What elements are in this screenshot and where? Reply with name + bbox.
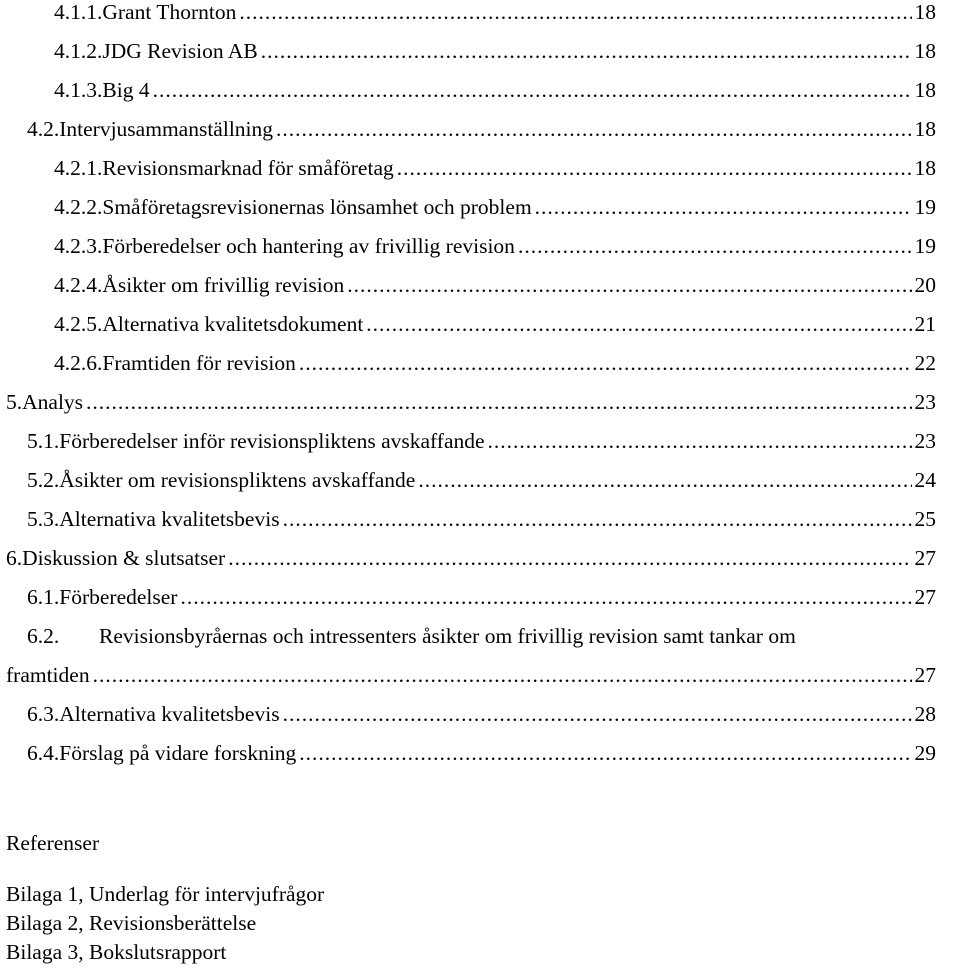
toc-number: 5. xyxy=(6,390,23,414)
toc-entry-4-2-4[interactable] xyxy=(54,273,936,299)
toc-title: Alternativa kvalitetsbevis xyxy=(59,702,280,726)
toc-page-number: 28 xyxy=(914,702,936,726)
toc-page-number: 18 xyxy=(914,156,936,180)
toc-number: 4.2.4. xyxy=(54,273,103,297)
toc-number: 4.1.3. xyxy=(54,78,103,102)
toc-number: 5.1. xyxy=(27,429,60,453)
references-heading[interactable]: Referenser xyxy=(6,831,100,855)
dot-leader xyxy=(239,0,911,25)
dot-leader xyxy=(418,468,911,493)
toc-title: Förberedelser xyxy=(59,585,178,609)
dot-leader xyxy=(535,195,912,220)
toc-number: 6.4. xyxy=(27,741,60,765)
dot-leader xyxy=(397,156,912,181)
toc-page-number: 27 xyxy=(914,546,936,570)
dot-leader xyxy=(299,741,911,766)
dot-leader xyxy=(86,390,911,415)
toc-entry-4-2-2[interactable] xyxy=(54,195,936,221)
toc-number: 4.2. xyxy=(27,117,60,141)
toc-number: 6.3. xyxy=(27,702,60,726)
dot-leader xyxy=(180,585,911,610)
dot-leader xyxy=(283,507,912,532)
toc-page-number: 19 xyxy=(914,234,936,258)
toc-entry-4-2-5[interactable] xyxy=(54,312,936,338)
dot-leader xyxy=(347,273,911,298)
toc-number: 5.2. xyxy=(27,468,60,492)
toc-number: 5.3. xyxy=(27,507,60,531)
toc-number: 6.1. xyxy=(27,585,60,609)
dot-leader xyxy=(488,429,912,454)
toc-page-number: 27 xyxy=(914,585,936,609)
toc-entry-6-2[interactable] xyxy=(27,624,936,649)
toc-title: JDG Revision AB xyxy=(102,39,258,63)
toc-number: 6. xyxy=(6,546,23,570)
toc-entry-6-3[interactable] xyxy=(27,702,936,728)
toc-title: Småföretagsrevisionernas lönsamhet och problem xyxy=(102,195,532,219)
toc-number: 4.2.3. xyxy=(54,234,103,258)
toc-page-number: 18 xyxy=(914,39,936,63)
toc-page-number: 27 xyxy=(914,663,936,687)
toc-entry-6-4[interactable] xyxy=(27,741,936,767)
dot-leader xyxy=(366,312,911,337)
toc-title: Förberedelser och hantering av frivillig revision xyxy=(102,234,515,258)
toc-page-number: 18 xyxy=(914,0,936,24)
dot-leader xyxy=(228,546,911,571)
toc-number: 4.1.1. xyxy=(54,0,103,24)
appendix-2[interactable]: Bilaga 2, Revisionsberättelse xyxy=(6,911,257,935)
toc-title: Alternativa kvalitetsbevis xyxy=(59,507,280,531)
toc-entry-6[interactable] xyxy=(6,546,936,572)
toc-page-number: 23 xyxy=(914,429,936,453)
toc-entry-4-2-1[interactable] xyxy=(54,156,936,182)
toc-title: Åsikter om frivillig revision xyxy=(102,273,345,297)
toc-number: 4.2.5. xyxy=(54,312,103,336)
toc-page-number: 23 xyxy=(914,390,936,414)
toc-number: 4.2.6. xyxy=(54,351,103,375)
toc-page-number: 18 xyxy=(914,78,936,102)
dot-leader xyxy=(261,39,912,64)
dot-leader xyxy=(93,663,912,688)
toc-entry-4-1-2[interactable] xyxy=(54,39,936,65)
dot-leader xyxy=(299,351,912,376)
toc-page-number: 19 xyxy=(914,195,936,219)
toc-title: Revisionsmarknad för småföretag xyxy=(102,156,394,180)
toc-title-continuation: framtiden xyxy=(6,663,90,687)
toc-number: 6.2. xyxy=(27,624,60,648)
toc-title: Förslag på vidare forskning xyxy=(59,741,297,765)
toc-number: 4.2.1. xyxy=(54,156,103,180)
toc-entry-4-1-1[interactable] xyxy=(54,0,936,26)
toc-entry-5-1[interactable] xyxy=(27,429,936,455)
toc-entry-5-3[interactable] xyxy=(27,507,936,533)
toc-entry-5-2[interactable] xyxy=(27,468,936,494)
toc-page-number: 22 xyxy=(914,351,936,375)
toc-title: Förberedelser inför revisionspliktens avskaffande xyxy=(59,429,485,453)
toc-title: Alternativa kvalitetsdokument xyxy=(102,312,364,336)
toc-entry-6-1[interactable] xyxy=(27,585,936,611)
toc-number: 4.2.2. xyxy=(54,195,103,219)
toc-title: Intervjusammanställning xyxy=(59,117,274,141)
toc-entry-4-1-3[interactable] xyxy=(54,78,936,104)
toc-page-number: 18 xyxy=(914,117,936,141)
dot-leader xyxy=(276,117,911,142)
toc-entry-4-2-3[interactable] xyxy=(54,234,936,260)
toc-entry-6-2-continuation[interactable] xyxy=(6,663,936,689)
appendix-3[interactable]: Bilaga 3, Bokslutsrapport xyxy=(6,940,227,964)
toc-page-number: 24 xyxy=(914,468,936,492)
appendix-1[interactable]: Bilaga 1, Underlag för intervjufrågor xyxy=(6,882,325,906)
toc-page-number: 20 xyxy=(914,273,936,297)
toc-title: Analys xyxy=(22,390,84,414)
toc-page-number: 25 xyxy=(914,507,936,531)
toc-number: 4.1.2. xyxy=(54,39,103,63)
toc-entry-4-2[interactable] xyxy=(27,117,936,143)
toc-title: Diskussion & slutsatser xyxy=(22,546,226,570)
dot-leader xyxy=(518,234,912,259)
toc-title: Big 4 xyxy=(102,78,150,102)
dot-leader xyxy=(283,702,912,727)
toc-title: Framtiden för revision xyxy=(102,351,296,375)
toc-title: Revisionsbyråernas och intressenters åsikter om frivillig revision samt tankar om xyxy=(99,624,796,648)
toc-entry-4-2-6[interactable] xyxy=(54,351,936,377)
toc-title: Grant Thornton xyxy=(102,0,237,24)
toc-entry-5[interactable] xyxy=(6,390,936,416)
toc-page-number: 29 xyxy=(914,741,936,765)
toc-title: Åsikter om revisionspliktens avskaffande xyxy=(59,468,416,492)
dot-leader xyxy=(153,78,912,103)
toc-page-number: 21 xyxy=(914,312,936,336)
